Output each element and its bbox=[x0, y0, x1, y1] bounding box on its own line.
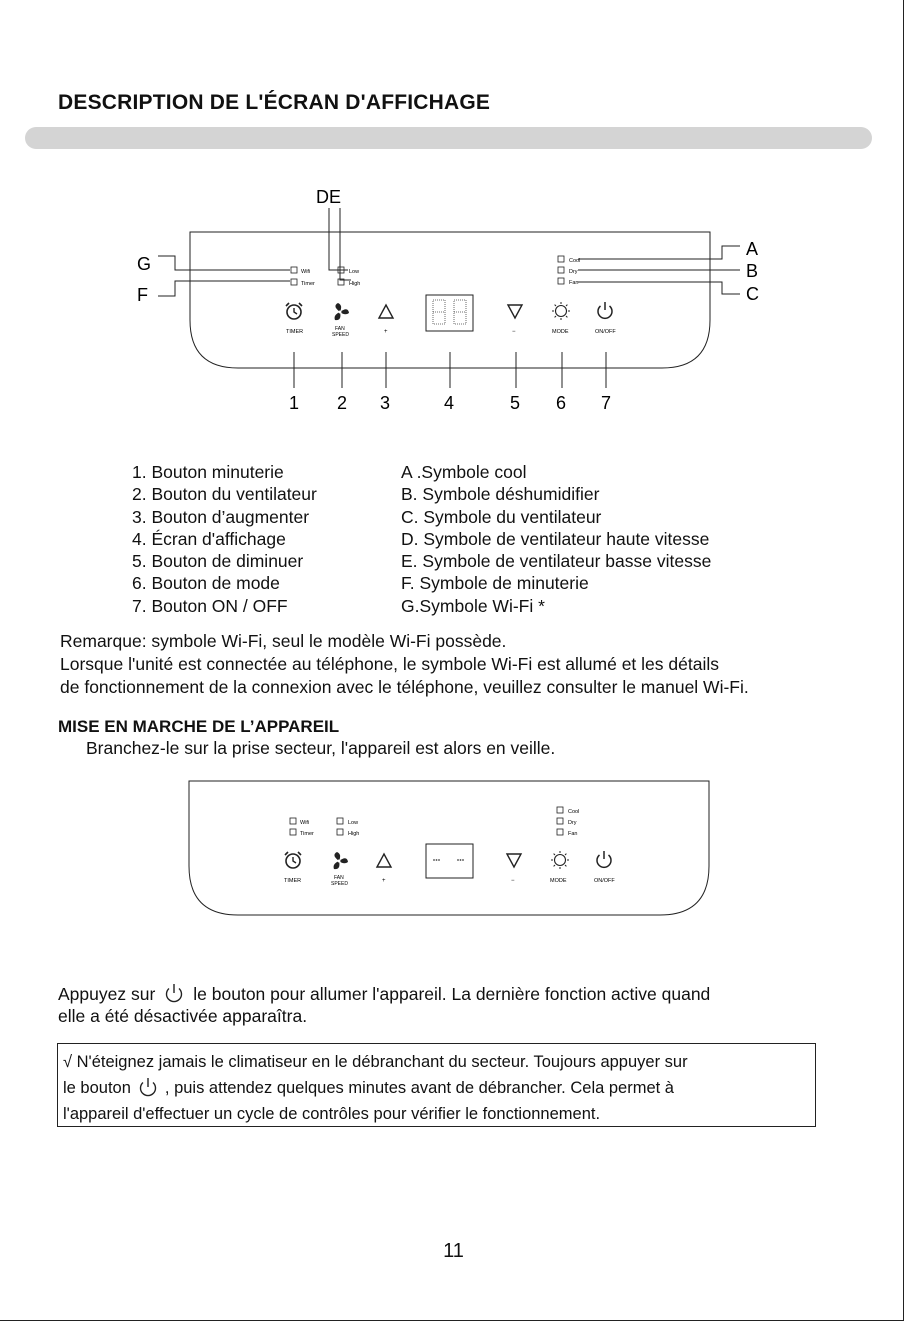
symbol-legend-list bbox=[401, 461, 711, 617]
svg-text:Low: Low bbox=[349, 269, 360, 275]
svg-text:SPEED: SPEED bbox=[331, 881, 348, 887]
list-item: A .Symbole cool bbox=[401, 462, 527, 482]
power-icon bbox=[598, 302, 612, 318]
section-title: MISE EN MARCHE DE L’APPAREIL bbox=[58, 717, 340, 736]
svg-text:High: High bbox=[349, 281, 361, 287]
sun-mode-icon bbox=[551, 851, 569, 869]
svg-text:+: + bbox=[382, 878, 386, 884]
list-item: 6. Bouton de mode bbox=[132, 573, 280, 594]
svg-text:ON/OFF: ON/OFF bbox=[595, 329, 616, 335]
number-5: 5 bbox=[510, 393, 521, 413]
standby-panel-diagram bbox=[0, 775, 907, 925]
svg-text:High: High bbox=[348, 831, 360, 837]
page-number: 11 bbox=[443, 1240, 464, 1262]
svg-text:+: + bbox=[384, 329, 388, 335]
svg-text:Wifi: Wifi bbox=[300, 820, 310, 826]
number-2: 2 bbox=[337, 393, 348, 413]
svg-text:SPEED: SPEED bbox=[332, 332, 349, 338]
svg-text:Fan: Fan bbox=[569, 280, 579, 286]
svg-text:Low: Low bbox=[348, 820, 359, 826]
callout-b: B bbox=[746, 261, 759, 281]
triangle-down-icon bbox=[507, 854, 521, 867]
sun-mode-icon bbox=[552, 302, 570, 320]
svg-text:FAN: FAN bbox=[335, 326, 345, 332]
number-4: 4 bbox=[444, 393, 455, 413]
triangle-up-icon bbox=[379, 305, 393, 318]
fan-icon bbox=[334, 852, 348, 869]
list-item: 1. Bouton minuterie bbox=[132, 462, 284, 482]
list-item: 2. Bouton du ventilateur bbox=[132, 484, 317, 505]
svg-text:Dry: Dry bbox=[569, 269, 578, 275]
svg-text:MODE: MODE bbox=[550, 878, 567, 884]
number-1: 1 bbox=[289, 393, 300, 413]
svg-text:Timer: Timer bbox=[300, 831, 314, 837]
list-item: 5. Bouton de diminuer bbox=[132, 551, 304, 572]
svg-text:−: − bbox=[511, 878, 515, 884]
display-panel-diagram bbox=[0, 180, 907, 420]
section-text: Branchez-le sur la prise secteur, l'appareil est alors en veille. bbox=[86, 738, 556, 758]
svg-text:Wifi: Wifi bbox=[301, 269, 311, 275]
callout-c: C bbox=[746, 284, 759, 304]
power-icon bbox=[163, 984, 185, 1004]
list-item: D. Symbole de ventilateur haute vitesse bbox=[401, 528, 710, 549]
alarm-clock-icon bbox=[286, 303, 302, 319]
svg-text:FAN: FAN bbox=[334, 875, 344, 881]
svg-text:TIMER: TIMER bbox=[284, 878, 302, 884]
svg-text:MODE: MODE bbox=[552, 329, 569, 335]
title-underline-bar bbox=[25, 127, 872, 149]
fan-icon bbox=[335, 303, 349, 320]
list-item: G.Symbole Wi-Fi * bbox=[401, 595, 545, 616]
list-item: B. Symbole déshumidifier bbox=[401, 484, 600, 505]
power-icon bbox=[137, 1078, 159, 1098]
svg-text:ON/OFF: ON/OFF bbox=[594, 878, 615, 884]
list-item: F. Symbole de minuterie bbox=[401, 573, 589, 594]
list-item: C. Symbole du ventilateur bbox=[401, 506, 602, 527]
number-3: 3 bbox=[380, 393, 391, 413]
callout-de: DE bbox=[316, 187, 342, 207]
number-6: 6 bbox=[556, 393, 567, 413]
button-legend-list bbox=[132, 461, 317, 617]
power-icon bbox=[597, 851, 611, 867]
page-title: DESCRIPTION DE L'ÉCRAN D'AFFICHAGE bbox=[58, 91, 491, 114]
svg-text:Fan: Fan bbox=[568, 831, 578, 837]
display-screen bbox=[426, 844, 473, 878]
number-7: 7 bbox=[601, 393, 612, 413]
svg-text:TIMER: TIMER bbox=[286, 329, 304, 335]
svg-text:Timer: Timer bbox=[301, 281, 315, 287]
triangle-up-icon bbox=[377, 854, 391, 867]
alarm-clock-icon bbox=[285, 852, 301, 868]
remark-paragraph: Remarque: symbole Wi-Fi, seul le modèle Wi-Fi possède. Lorsque l'unité est connectée au téléphone, le symbole Wi-Fi est allumé et les détails de fonctionnement de la connexion avec le téléphone, veuillez consulter le manuel Wi-Fi. bbox=[60, 631, 749, 697]
svg-text:Dry: Dry bbox=[568, 820, 577, 826]
callout-g: G bbox=[137, 254, 152, 274]
warning-note-box: √ N'éteignez jamais le climatiseur en le débranchant du secteur. Toujours appuyer sur le bouton , puis attendez quelques minutes avant de débrancher. Cela permet à l'appareil d'effectuer un cycle de contrôles pour vérifier le fonctionnement. bbox=[57, 1043, 816, 1127]
triangle-down-icon bbox=[508, 305, 522, 318]
list-item: 3. Bouton d’augmenter bbox=[132, 506, 310, 527]
list-item: 4. Écran d'affichage bbox=[132, 528, 286, 549]
callout-f: F bbox=[137, 285, 148, 305]
svg-text:−: − bbox=[512, 329, 516, 335]
svg-text:Cool: Cool bbox=[568, 809, 580, 815]
callout-a: A bbox=[746, 239, 759, 259]
power-on-instructions: Appuyez sur le bouton pour allumer l'appareil. La dernière fonction active quand elle a été désactivée apparaîtra. bbox=[58, 984, 711, 1026]
svg-text:Cool: Cool bbox=[569, 258, 581, 264]
list-item: 7. Bouton ON / OFF bbox=[132, 595, 288, 616]
list-item: E. Symbole de ventilateur basse vitesse bbox=[401, 551, 712, 572]
